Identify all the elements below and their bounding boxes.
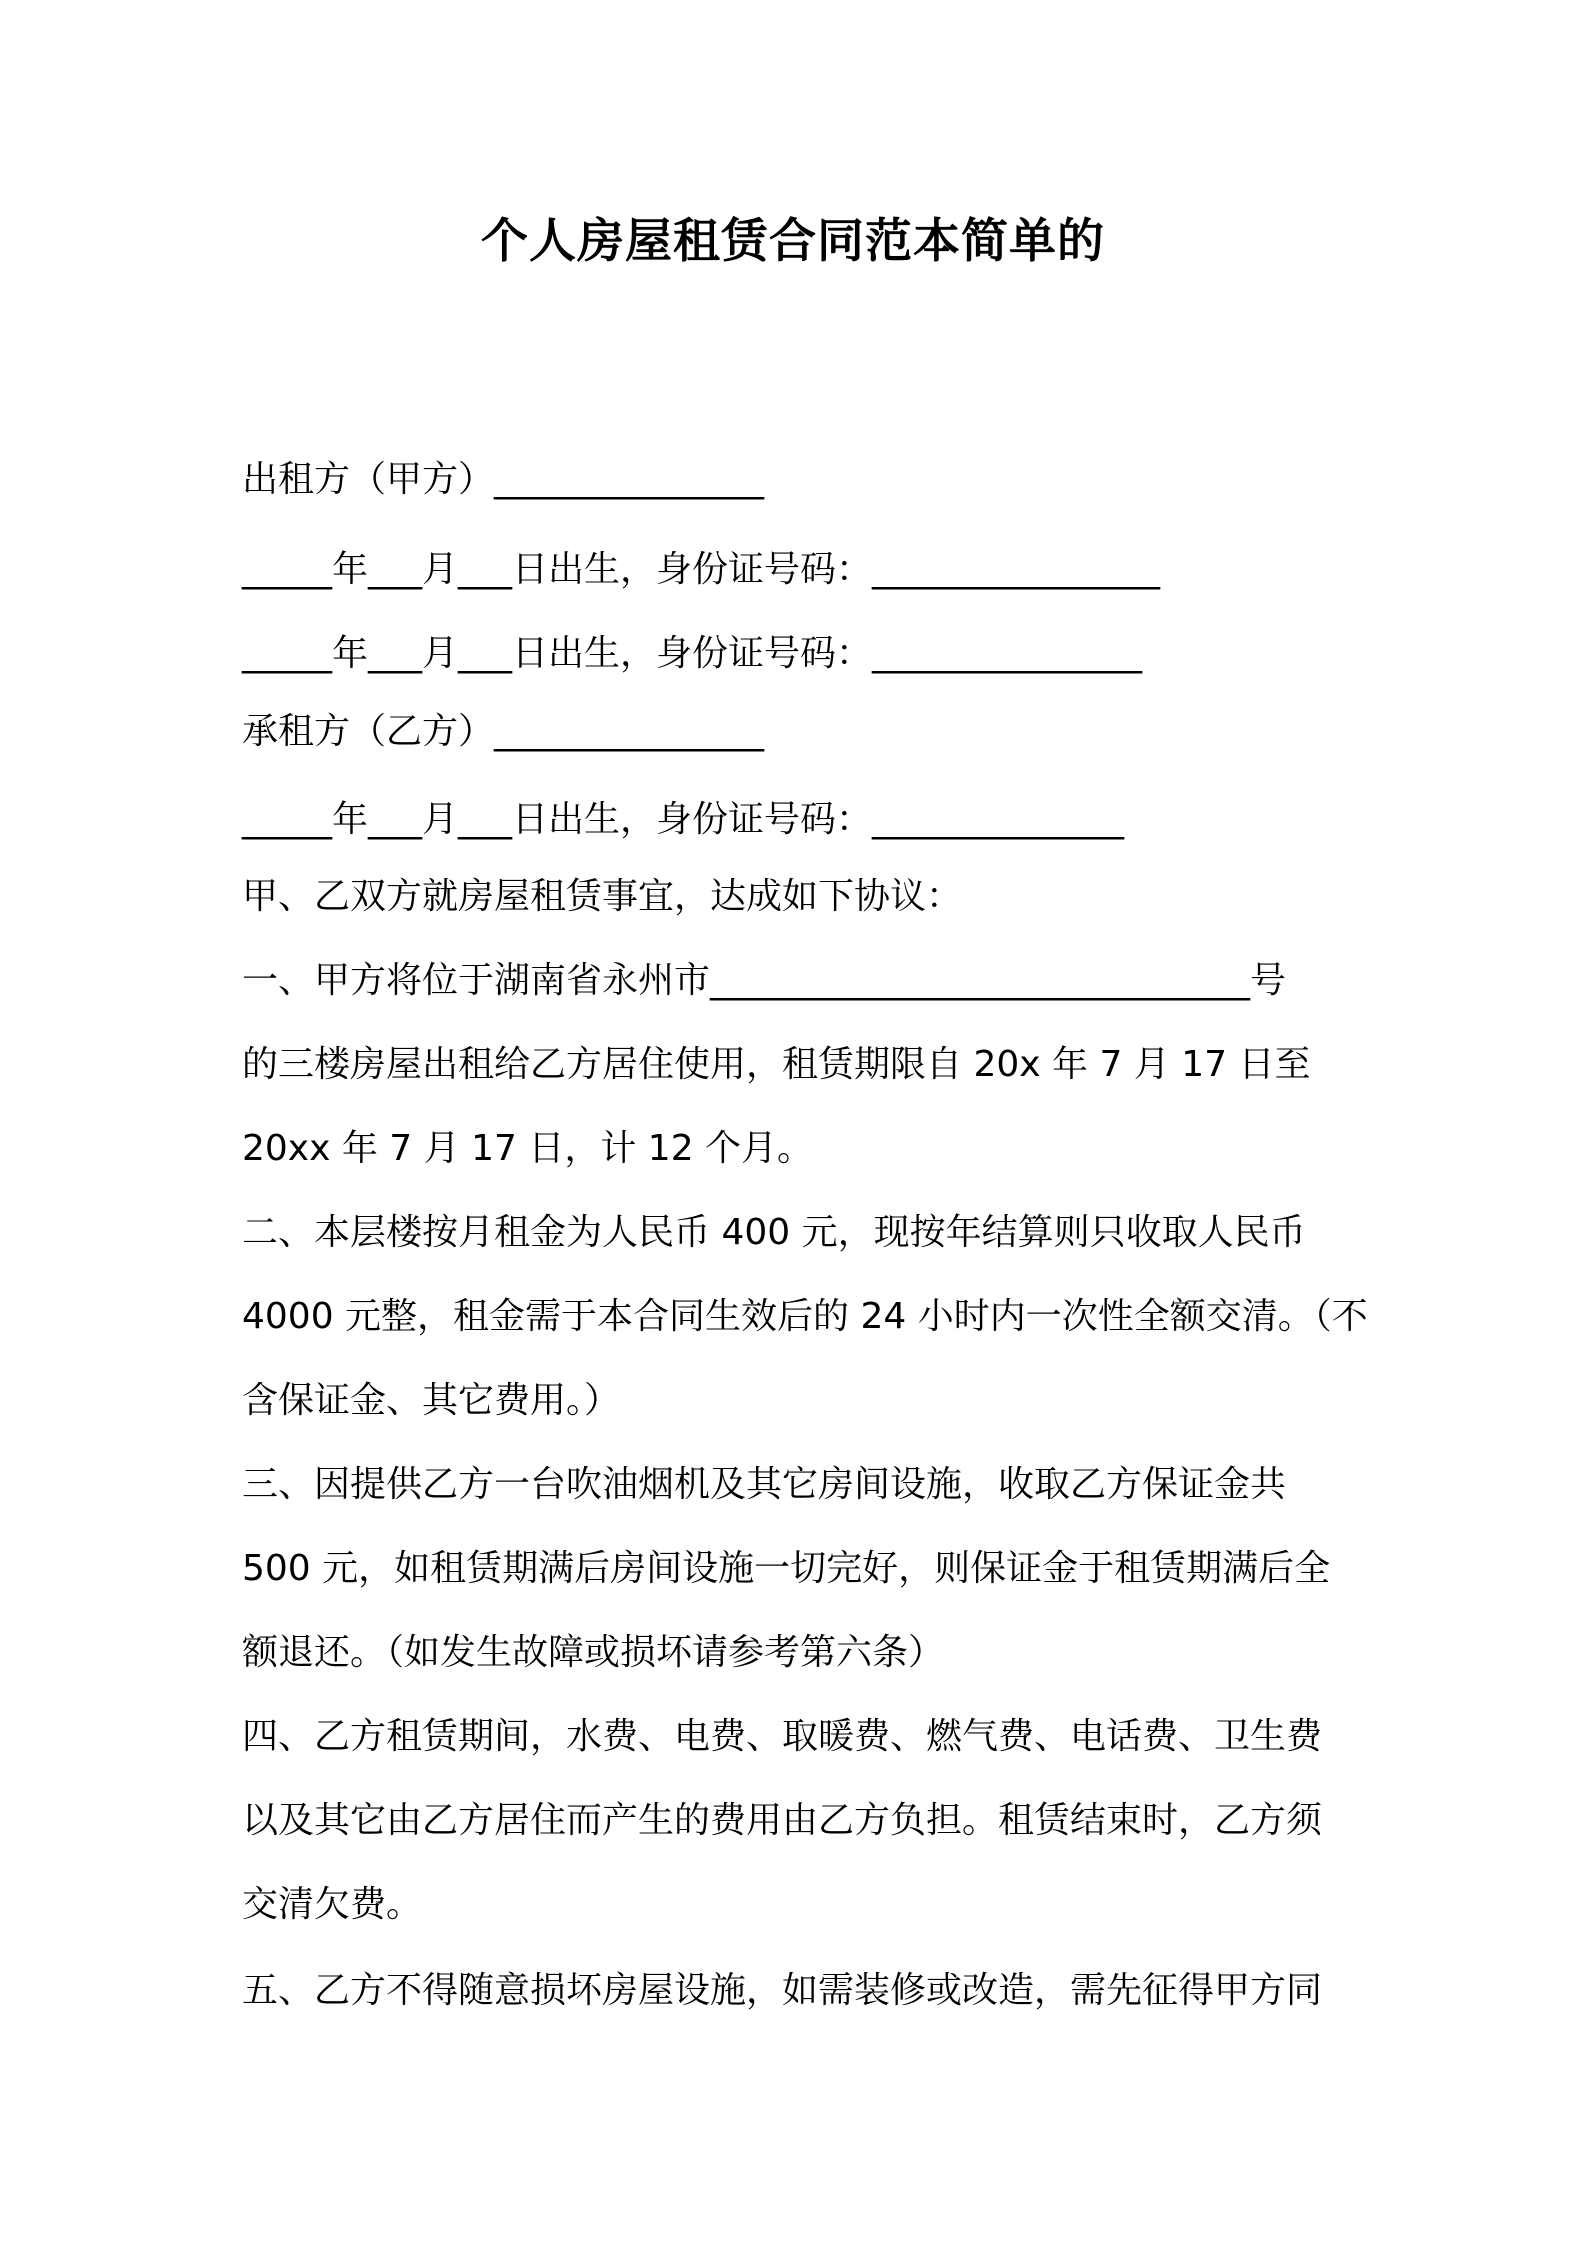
clause-3-line-1: 三、因提供乙方一台吹油烟机及其它房间设施，收取乙方保证金共 (242, 1464, 1287, 1505)
clause-3-line-3: 额退还。（如发生故障或损坏请参考第六条） (242, 1632, 945, 1673)
clause-5-line-1: 五、乙方不得随意损坏房屋设施，如需装修或改造，需先征得甲方同 (242, 1970, 1323, 2011)
agreement-intro: 甲、乙双方就房屋租赁事宜，达成如下协议： (242, 876, 963, 917)
clause-1-line-3: 20xx 年 7 月 17 日，计 12 个月。 (242, 1128, 814, 1169)
clause-4-line-1: 四、乙方租赁期间，水费、电费、取暖费、燃气费、电话费、卫生费 (242, 1716, 1323, 1757)
clause-1-line-1: 一、甲方将位于湖南省永州市______________________________号 (242, 960, 1287, 1001)
lessor-birth-id-line-2: _____年___月___日出生，身份证号码：_______________ (242, 633, 1143, 674)
lessor-birth-id-line-1: _____年___月___日出生，身份证号码：________________ (242, 549, 1161, 590)
clause-4-line-2: 以及其它由乙方居住而产生的费用由乙方负担。租赁结束时，乙方须 (242, 1800, 1323, 1841)
lessee-birth-id-line: _____年___月___日出生，身份证号码：______________ (242, 799, 1125, 840)
clause-2-line-2: 4000 元整，租金需于本合同生效后的 24 小时内一次性全额交清。（不 (242, 1296, 1368, 1337)
clause-2-line-3: 含保证金、其它费用。） (242, 1380, 621, 1421)
document-title: 个人房屋租赁合同范本简单的 (481, 214, 1105, 269)
clause-3-line-2: 500 元，如租赁期满后房间设施一切完好，则保证金于租赁期满后全 (242, 1548, 1331, 1589)
clause-1-line-2: 的三楼房屋出租给乙方居住使用，租赁期限自 20x 年 7 月 17 日至 (242, 1044, 1311, 1085)
clause-2-line-1: 二、本层楼按月租金为人民币 400 元，现按年结算则只收取人民币 (242, 1212, 1306, 1253)
lessee-line: 承租方（乙方）_______________ (242, 711, 765, 752)
lessor-line: 出租方（甲方）_______________ (242, 459, 765, 500)
clause-4-line-3: 交清欠费。 (242, 1884, 423, 1925)
